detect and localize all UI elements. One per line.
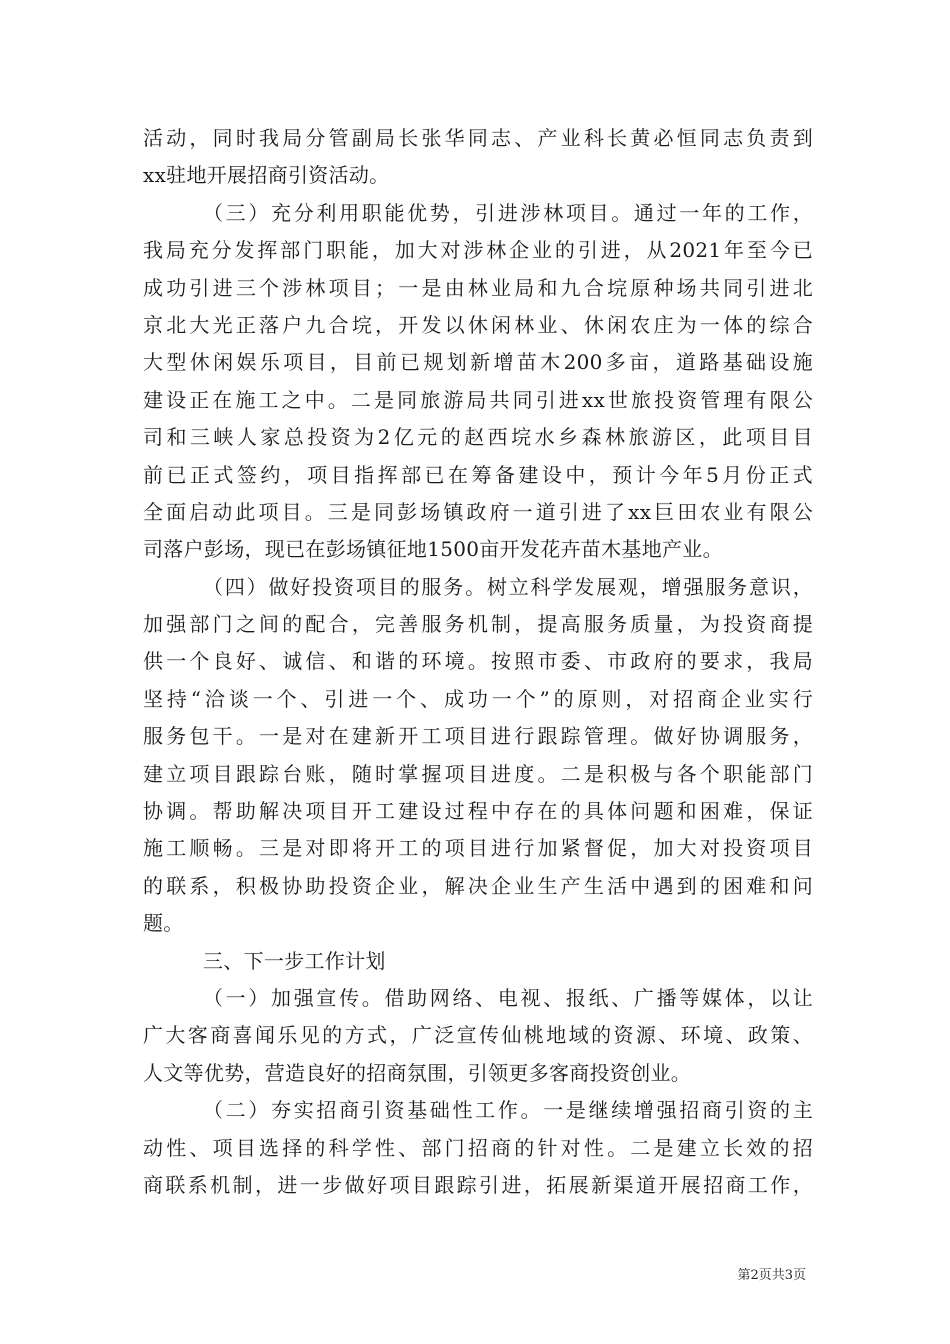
text-line: 坚持“洽谈一个、引进一个、成功一个”的原则，对招商企业实行	[143, 686, 813, 711]
text-line: （三）充分利用职能优势，引进涉林项目。通过一年的工作，	[203, 200, 813, 225]
text-line: 动性、项目选择的科学性、部门招商的针对性。二是建立长效的招	[143, 1135, 813, 1160]
text-line: 协调。帮助解决项目开工建设过程中存在的具体问题和困难，保证	[143, 799, 813, 824]
text-line: （一）加强宣传。借助网络、电视、报纸、广播等媒体，以让	[203, 985, 813, 1010]
text-line: 京北大光正落户九合垸，开发以休闲林业、休闲农庄为一体的综合	[143, 312, 813, 337]
text-line: 成功引进三个涉林项目；一是由林业局和九合垸原种场共同引进北	[143, 275, 813, 300]
text-line: 司落户彭场，现已在彭场镇征地1500亩开发花卉苗木基地产业。	[143, 537, 723, 562]
text-line: 活动，同时我局分管副局长张华同志、产业科长黄必恒同志负责到	[143, 126, 813, 150]
text-line: 商联系机制，进一步做好项目跟踪引进，拓展新渠道开展招商工作，	[143, 1172, 813, 1197]
text-line: 人文等优势，营造良好的招商氛围，引领更多客商投资创业。	[143, 1060, 692, 1085]
text-line: 施工顺畅。三是对即将开工的项目进行加紧督促，加大对投资项目	[143, 836, 813, 861]
text-line: 建立项目跟踪台账，随时掌握项目进度。二是积极与各个职能部门	[143, 761, 813, 786]
text-line: 司和三峡人家总投资为2亿元的赵西垸水乡森林旅游区，此项目目	[143, 425, 813, 450]
text-line: 我局充分发挥部门职能，加大对涉林企业的引进，从2021年至今已	[143, 238, 813, 263]
text-line: （四）做好投资项目的服务。树立科学发展观，增强服务意识，	[203, 574, 813, 599]
page-number-footer: 第2页共3页	[737, 1268, 806, 1283]
text-line: 供一个良好、诚信、和谐的环境。按照市委、市政府的要求，我局	[143, 649, 813, 674]
text-line: （二）夯实招商引资基础性工作。一是继续增强招商引资的主	[203, 1098, 813, 1123]
text-line: 三、下一步工作计划	[203, 948, 386, 973]
document-body	[143, 120, 813, 1204]
text-line: 服务包干。一是对在建新开工项目进行跟踪管理。做好协调服务，	[143, 724, 813, 749]
text-line: 题。	[143, 911, 184, 936]
text-line: 全面启动此项目。三是同彭场镇政府一道引进了xx巨田农业有限公	[143, 499, 813, 524]
text-line: 前已正式签约，项目指挥部已在筹备建设中，预计今年5月份正式	[143, 462, 813, 487]
text-line: 大型休闲娱乐项目，目前已规划新增苗木200多亩，道路基础设施	[143, 350, 813, 375]
text-line: 广大客商喜闻乐见的方式，广泛宣传仙桃地域的资源、环境、政策、	[143, 1023, 813, 1048]
text-line: 的联系，积极协助投资企业，解决企业生产生活中遇到的困难和问	[143, 873, 813, 898]
text-line: 建设正在施工之中。二是同旅游局共同引进xx世旅投资管理有限公	[143, 387, 813, 412]
text-line: xx驻地开展招商引资活动。	[143, 163, 390, 188]
text-line: 加强部门之间的配合，完善服务机制，提高服务质量，为投资商提	[143, 612, 813, 637]
